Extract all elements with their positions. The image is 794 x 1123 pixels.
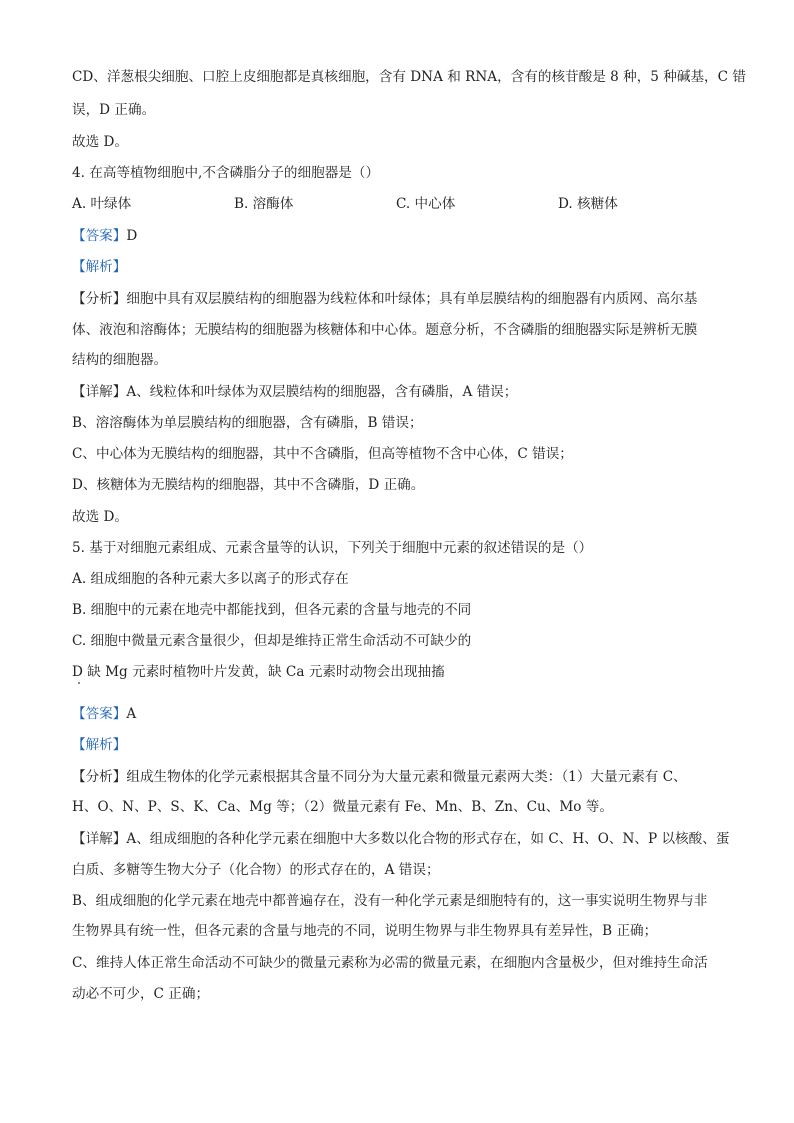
text-line: B、组成细胞的化学元素在地壳中都普遍存在，没有一种化学元素是细胞特有的，这一事实说明生物界与非 [72, 893, 708, 909]
fenxi-line [72, 289, 732, 309]
fenxi-text: 细胞中具有双层膜结构的细胞器为线粒体和叶绿体；具有单层膜结构的细胞器有内质网、高尔基 [126, 291, 698, 307]
text-line: 结构的细胞器。 [72, 352, 168, 368]
option-b: B. 溶酶体 [234, 196, 294, 212]
xiangjie-tag: 【详解】 [72, 831, 127, 847]
text-line: C、维持人体正常生命活动不可缺少的微量元素称为必需的微量元素，在细胞内含量极少，但对维持生命活 [72, 955, 708, 971]
fenxi-text: 组成生物体的化学元素根据其含量不同分为大量元素和微量元素两大类：（1）大量元素有 C、 [126, 769, 687, 785]
text-line: 生物界具有统一性，但各元素的含量与地壳的不同，说明生物界与非生物界具有差异性，B 正确； [72, 923, 658, 939]
answer-value: D [126, 228, 138, 244]
analysis-heading [72, 735, 732, 755]
xiangjie-tag: 【详解】 [72, 384, 127, 400]
answer-value: A [126, 706, 137, 722]
analysis-tag: 【解析】 [72, 259, 127, 275]
text-line: C、中心体为无膜结构的细胞器，其中不含磷脂，但高等植物不含中心体，C 错误； [72, 446, 573, 462]
answer-line [72, 704, 732, 724]
question-4-options [72, 194, 732, 214]
question-5-option-a: A. 组成细胞的各种元素大多以离子的形式存在 [72, 571, 349, 587]
xiangjie-text: A、组成细胞的各种化学元素在细胞中大多数以化合物的形式存在，如 C、H、O、N、P 以核酸、蛋 [126, 831, 730, 847]
question-5: 5. 基于对细胞元素组成、元素含量等的认识，下列关于细胞中元素的叙述错误的是（） [72, 540, 593, 556]
text-line: H、O、N、P、S、K、Ca、Mg 等；（2）微量元素有 Fe、Mn、B、Zn、Cu、Mo 等。 [72, 799, 613, 815]
text-line: 误，D 正确。 [72, 102, 156, 118]
answer-line [72, 226, 732, 246]
fenxi-line [72, 767, 732, 787]
question-5-option-b: B. 细胞中的元素在地壳中都能找到，但各元素的含量与地壳的不同 [72, 602, 472, 618]
xiangjie-line [72, 382, 732, 402]
xiangjie-text: A、线粒体和叶绿体为双层膜结构的细胞器，含有磷脂，A 错误； [126, 384, 518, 400]
answer-tag: 【答案】 [72, 706, 127, 722]
analysis-tag: 【解析】 [72, 737, 127, 753]
fenxi-tag: 【分析】 [72, 769, 127, 785]
option-d: D. 核糖体 [558, 196, 618, 212]
text-line: CD、洋葱根尖细胞、口腔上皮细胞都是真核细胞，含有 DNA 和 RNA，含有的核苷酸是 8 种，5 种碱基，C 错 [72, 69, 746, 85]
question-5-option-d: D 缺 Mg 元素时植物叶片发黄，缺 Ca 元素时动物会出现抽搐 [72, 664, 445, 680]
option-c: C. 中心体 [396, 196, 456, 212]
text-line: 白质、多糖等生物大分子（化合物）的形式存在的，A 错误； [72, 862, 440, 878]
text-line: 故选 D。 [72, 509, 129, 525]
xiangjie-line [72, 829, 732, 849]
question-5-option-c: C. 细胞中微量元素含量很少，但却是维持正常生命活动不可缺少的 [72, 633, 472, 649]
option-a: A. 叶绿体 [72, 196, 132, 212]
text-line: B、溶溶酶体为单层膜结构的细胞器，含有磷脂，B 错误； [72, 415, 423, 431]
answer-tag: 【答案】 [72, 228, 127, 244]
stray-dot [78, 682, 80, 684]
text-line: 体、液泡和溶酶体；无膜结构的细胞器为核糖体和中心体。题意分析，不含磷脂的细胞器实际是辨析无膜 [72, 322, 698, 338]
text-line: 故选 D。 [72, 134, 129, 150]
text-line: 动必不可少，C 正确； [72, 986, 210, 1002]
text-line: D、核糖体为无膜结构的细胞器，其中不含磷脂，D 正确。 [72, 477, 425, 493]
analysis-heading [72, 257, 732, 277]
question-4: 4. 在高等植物细胞中,不含磷脂分子的细胞器是（） [72, 165, 380, 181]
fenxi-tag: 【分析】 [72, 291, 127, 307]
